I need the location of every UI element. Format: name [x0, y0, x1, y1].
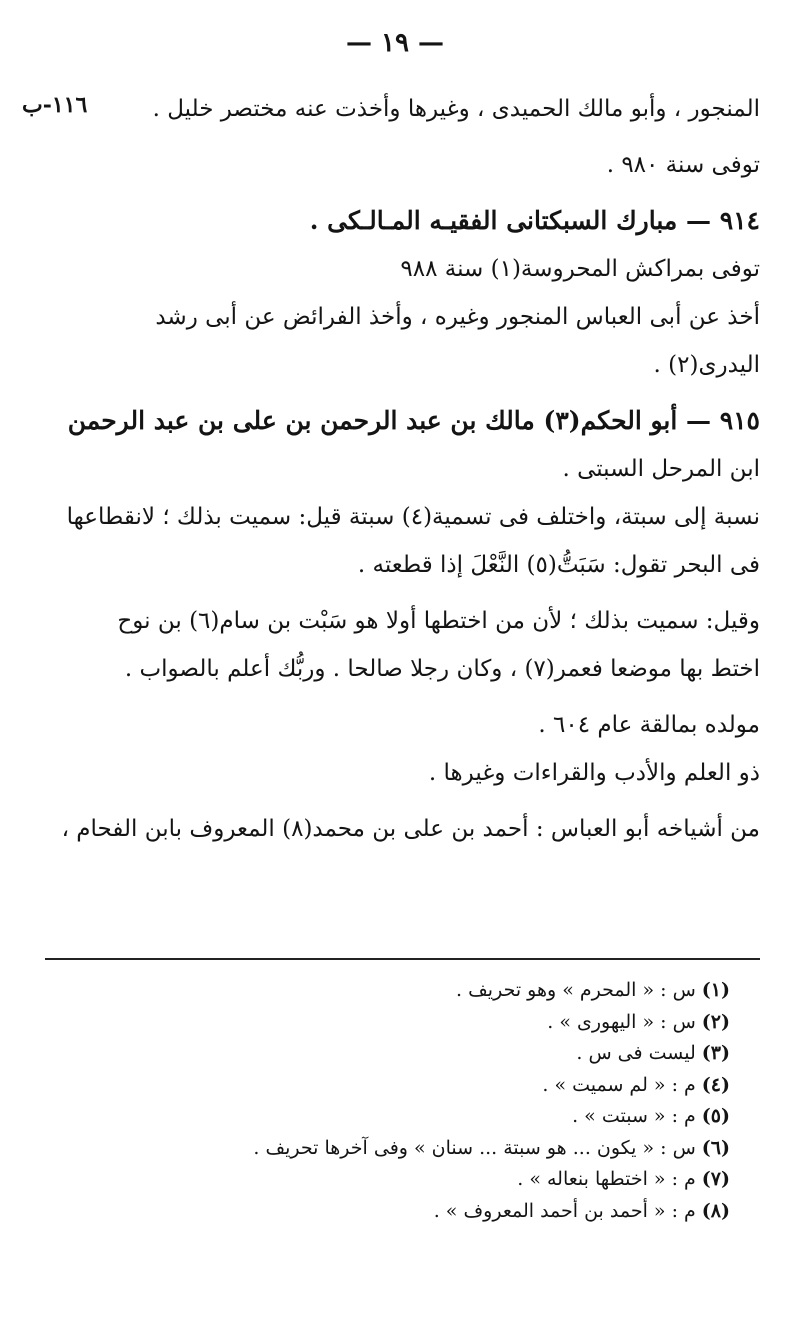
- footnote: [45, 1133, 730, 1165]
- text-line: مولده بمالقة عام ٦٠٤ .: [538, 712, 760, 738]
- text-line: توفى بمراكش المحروسة(١) سنة ٩٨٨: [400, 256, 760, 282]
- text-line: أخذ عن أبى العباس المنجور وغيره ، وأخذ الفرائض عن أبى رشد: [155, 304, 760, 330]
- footnote: [45, 1038, 730, 1070]
- footnote-number: (٤): [701, 1073, 730, 1096]
- footnote: [45, 1196, 730, 1228]
- footnote: [45, 1164, 730, 1196]
- footnote: [45, 975, 730, 1007]
- footnote: [45, 1070, 730, 1102]
- text-line: المنجور ، وأبو مالك الحميدى ، وغيرها وأخذت عنه مختصر خليل .: [152, 96, 760, 122]
- text-line: فى البحر تقول: سَبَتُّ(٥) النَّعْلَ إذا قطعته .: [357, 552, 760, 578]
- footnote-text: ليست فى س .: [576, 1042, 696, 1064]
- footnote-number: (٦): [701, 1136, 730, 1159]
- text-line: من أشياخه أبو العباس : أحمد بن على بن محمد(٨) المعروف بابن الفحام ،: [61, 816, 760, 842]
- footnote-text: س : « اليهورى » .: [547, 1010, 696, 1033]
- footnote-number: (٣): [701, 1042, 730, 1064]
- entry-heading-915: ٩١٥ — أبو الحكم(٣) مالك بن عبد الرحمن بن على بن عبد الرحمن: [67, 406, 760, 435]
- footnote-number: (٧): [701, 1168, 730, 1190]
- manuscript-folio-reference: ١١٦-ب: [22, 92, 88, 118]
- text-line: وقيل: سميت بذلك ؛ لأن من اختطها أولا هو سَبْت بن سام(٦) بن نوح: [117, 608, 760, 634]
- footnote-text: س : « يكون ... هو سبتة ... سنان » وفى آخرها تحريف .: [253, 1136, 696, 1159]
- footnote-text: م : « سبتت » .: [572, 1105, 696, 1127]
- footnote-separator: [45, 958, 760, 960]
- text-line: اليدرى(٢) .: [653, 352, 760, 378]
- text-line: نسبة إلى سبتة، واختلف فى تسمية(٤) سبتة قيل: سميت بذلك ؛ لانقطاعها: [66, 504, 760, 530]
- main-text: [45, 92, 760, 846]
- text-line: اختط بها موضعا فعمر(٧) ، وكان رجلا صالحا . وربُّك أعلم بالصواب .: [124, 656, 760, 682]
- footnote-text: م : « أحمد بن أحمد المعروف » .: [433, 1199, 696, 1222]
- footnote-text: س : « المحرم » وهو تحريف .: [456, 979, 696, 1001]
- page-number: — ١٩ —: [345, 28, 445, 58]
- text-line: توفى سنة ٩٨٠ .: [606, 152, 760, 178]
- footnote-number: (٥): [701, 1105, 730, 1127]
- footnote-number: (٢): [701, 1010, 730, 1033]
- entry-heading-914: ٩١٤ — مبارك السبكتانى الفقيـه المـالـكى .: [309, 206, 760, 235]
- text-line: ذو العلم والأدب والقراءات وغيرها .: [428, 760, 760, 786]
- footnote-number: (١): [701, 979, 730, 1001]
- footnote-number: (٨): [701, 1199, 730, 1222]
- text-line: ابن المرحل السبتى .: [562, 456, 760, 482]
- footnote-text: م : « اختطها بنعاله » .: [517, 1168, 696, 1190]
- footnote: [45, 1007, 730, 1039]
- footnotes: [45, 975, 730, 1227]
- footnote-text: م : « لم سميت » .: [542, 1073, 696, 1096]
- footnote: [45, 1101, 730, 1133]
